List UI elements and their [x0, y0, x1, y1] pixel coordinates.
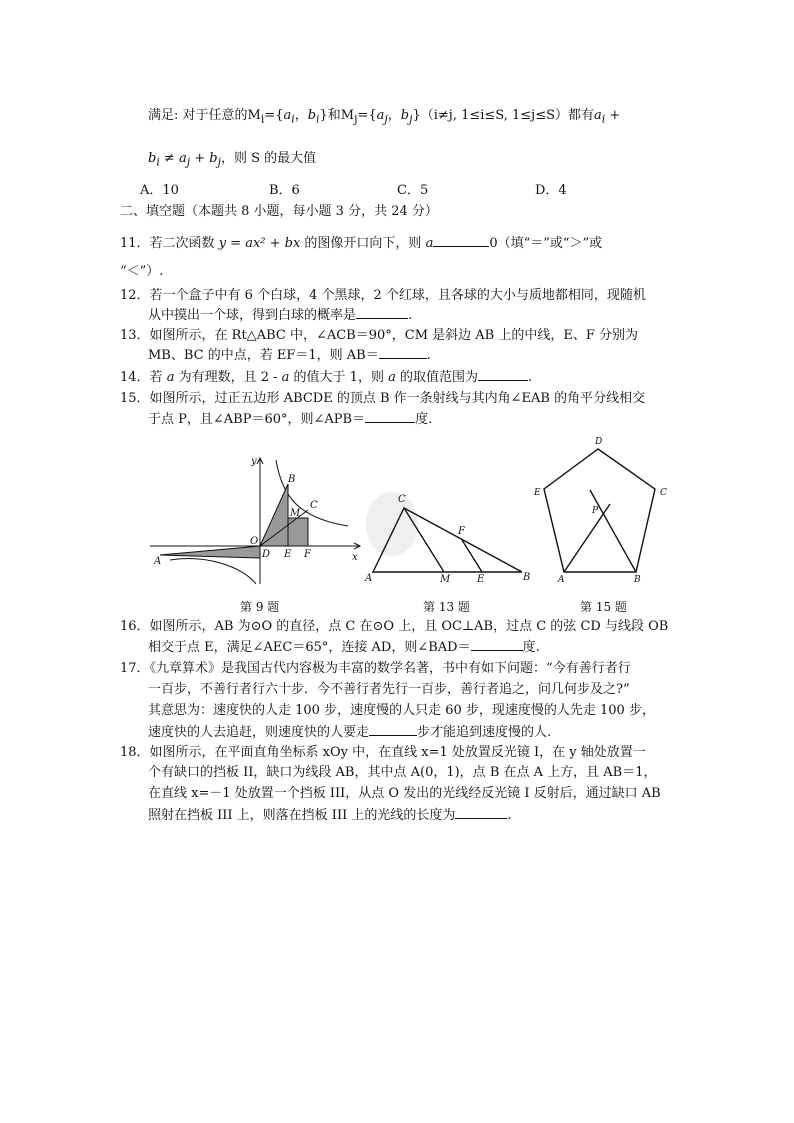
q10-sub: j — [354, 112, 358, 126]
q10-sub: i — [156, 155, 160, 169]
q12-line2 — [148, 306, 412, 325]
fig9-label-x: x — [352, 552, 358, 563]
q13-line1: 13．如图所示，在 Rt△ABC 中，∠ACB＝90°，CM 是斜边 AB 上的中线，E、F 分别为 — [120, 328, 639, 343]
q16-line1: 16．如图所示，AB 为⊙O 的直径，点 C 在⊙O 上，且 OC⊥AB，过点 C 的弦 CD 与线段 OB — [120, 619, 669, 634]
q15-line2 — [148, 410, 432, 429]
figure-13 — [362, 488, 534, 584]
q11-formula: y = ax² + bx — [218, 236, 301, 251]
q10-mj: M — [340, 108, 355, 123]
fig15-caption: 第 15 题 — [580, 600, 627, 614]
q10-text: ，则 S 的最大值 — [220, 151, 317, 166]
q11-line2: “＜”）. — [120, 264, 164, 279]
q18-answer-blank[interactable] — [455, 806, 507, 819]
q10-aj: a — [376, 108, 385, 123]
q18-text: . — [507, 808, 512, 823]
q14-var: a — [281, 370, 290, 385]
q10-mi-sub: i — [260, 112, 265, 126]
q15-text: 于点 P，且∠ABP＝60°，则∠APB＝ — [148, 412, 366, 427]
q10-sub: j — [217, 155, 221, 169]
fig15-label-c: C — [660, 488, 667, 498]
q18-line4 — [148, 806, 511, 825]
fig9-caption: 第 9 题 — [240, 600, 280, 614]
q18-line3: 在直线 x=－1 处放置一个挡板 III，从点 O 发出的光线经反光镜 I 反射后，通过缺口 AB — [148, 786, 661, 801]
q12-text: 从中摸出一个球，得到白球的概率是 — [148, 308, 357, 323]
q17-line3: 其意思为：速度快的人走 100 步，速度慢的人只走 60 步，现速度慢的人先走 100 步， — [148, 703, 655, 718]
q17-line2: 一百步，不善行者行六十步．今不善行者先行一百步，善行者追之，问几何步及之?” — [148, 682, 630, 697]
figure-15 — [530, 434, 680, 584]
q17-line4 — [148, 723, 551, 742]
q14-line — [120, 368, 532, 387]
q11-answer-blank[interactable] — [433, 234, 489, 247]
figure-9 — [148, 456, 364, 586]
q15-line1: 15．如图所示，过正五边形 ABCDE 的顶点 B 作一条射线与其内角∠EAB 的角平分线相交 — [120, 391, 646, 406]
q12-line1: 12．若一个盒子中有 6 个白球，4 个黑球，2 个红球，且各球的大小与质地都相同，现随机 — [120, 288, 646, 303]
q10-option-b: B．6 — [269, 183, 300, 198]
q13-text: . — [426, 348, 431, 363]
q11-text: 11．若二次函数 — [120, 236, 219, 251]
q14-answer-blank[interactable] — [478, 368, 528, 381]
fig15-label-a: A — [558, 575, 565, 584]
q14-text: . — [528, 370, 533, 385]
fig13-label-c: C — [398, 494, 406, 505]
q11-line1 — [120, 234, 602, 253]
q10-sub: i — [291, 112, 295, 126]
q10-mi: M — [247, 108, 261, 123]
q11-text: 的图像开口向下，则 — [300, 236, 426, 251]
q12-answer-blank[interactable] — [356, 306, 408, 319]
fig9-label-y: y — [251, 456, 257, 467]
q10-sub: j — [186, 155, 191, 169]
section-heading: 二、填空题（本题共 8 小题，每小题 3 分，共 24 分） — [120, 204, 438, 219]
q16-text: 度. — [522, 640, 540, 655]
q10-text: ={ — [357, 108, 377, 123]
q17-answer-blank[interactable] — [369, 723, 417, 736]
q14-text: 的取值范围为 — [395, 370, 478, 385]
q18-line1: 18．如图所示，在平面直角坐标系 xOy 中，在直线 x=1 处放置反光镜 I，在 y 轴处放置一 — [120, 745, 646, 760]
q10-text: ， — [387, 108, 401, 123]
q10-option-a: A．10 — [140, 183, 179, 198]
q14-text: 14．若 — [120, 370, 167, 385]
q16-text: 相交于点 E，满足∠AEC＝65°，连接 AD，则∠BAD＝ — [148, 640, 471, 655]
q10-condition-line1 — [148, 107, 620, 129]
fig13-label-e: E — [477, 574, 485, 584]
fig13-watermark — [366, 492, 418, 556]
q13-text: MB、BC 的中点，若 EF＝1，则 AB＝ — [148, 348, 379, 363]
q18-text: 照射在挡板 III 上，则落在挡板 III 上的光线的长度为 — [148, 808, 456, 823]
fig15-label-b: B — [634, 575, 641, 584]
fig15-pentagon — [544, 449, 655, 572]
q14-text: 为有理数，且 2 - — [174, 370, 282, 385]
q13-answer-blank[interactable] — [379, 346, 427, 359]
q10-bi: b — [307, 108, 317, 123]
fig9-curve-lower — [170, 559, 256, 584]
fig9-shaded-triangle-oa — [160, 546, 260, 558]
q17-line1: 17．《九章算术》是我国古代内容极为丰富的数学名著，书中有如下问题：“今有善行者行 — [120, 661, 631, 676]
fig9-label-b: B — [288, 474, 296, 485]
q10-text: 满足: 对于任意的 — [148, 108, 248, 123]
q15-answer-blank[interactable] — [365, 410, 415, 423]
fig13-label-m: M — [440, 574, 451, 584]
q11-text: 0（填“＝”或“＞”或 — [489, 236, 603, 251]
q10-ai: a — [283, 108, 292, 123]
fig9-label-d: D — [262, 549, 271, 560]
q10-text: + — [190, 151, 210, 166]
q10-b: b — [209, 151, 218, 166]
q10-sub: i — [316, 112, 320, 126]
q16-answer-blank[interactable] — [471, 638, 523, 651]
fig9-label-e: E — [284, 549, 292, 560]
q16-line2 — [148, 638, 540, 657]
fig9-label-m: M — [290, 508, 301, 519]
fig9-label-o: O — [250, 536, 259, 547]
fig15-label-p: P — [592, 506, 599, 516]
fig13-label-a: A — [365, 573, 373, 584]
q10-option-d: D．4 — [535, 183, 567, 198]
q10-text: ={ — [264, 108, 284, 123]
q14-text: 的值大于 1，则 — [289, 370, 389, 385]
fig15-ray-bp — [590, 490, 636, 572]
q17-text: 速度快的人去追赶，则速度快的人要走 — [148, 725, 370, 740]
q12-text: . — [408, 308, 413, 323]
fig13-label-f: F — [458, 526, 465, 537]
q10-sub: j — [409, 112, 413, 126]
q17-text: 步才能追到速度慢的人. — [417, 725, 552, 740]
q10-condition-line2 — [148, 150, 316, 172]
q10-text: ≠ — [159, 151, 179, 166]
q10-sub: j — [384, 112, 388, 126]
q10-option-c: C．5 — [397, 183, 429, 198]
q10-a: a — [594, 108, 602, 123]
q15-text: 度. — [415, 412, 433, 427]
q18-line2: 个有缺口的挡板 II，缺口为线段 AB，其中点 A(0，1)，点 B 在点 A 上方，且 AB＝1， — [148, 765, 657, 780]
fig15-label-d: D — [595, 437, 603, 447]
q14-var: a — [166, 370, 175, 385]
fig9-shaded-triangle-ob — [260, 484, 288, 546]
q10-sub: i — [601, 112, 606, 126]
fig13-label-b: B — [523, 572, 531, 583]
fig9-label-f: F — [304, 549, 311, 560]
fig9-label-c: C — [310, 500, 318, 511]
q10-text: }和 — [319, 108, 341, 123]
fig13-caption: 第 13 题 — [423, 600, 470, 614]
q10-text: }（i≠j, 1≤i≤S, 1≤j≤S）都有 — [412, 108, 594, 123]
fig15-label-e: E — [534, 488, 541, 498]
fig9-label-a: A — [154, 556, 162, 567]
q10-text: ， — [294, 108, 308, 123]
q10-bj: b — [400, 108, 410, 123]
q14-var: a — [388, 370, 396, 385]
q11-var: a — [425, 236, 434, 251]
q13-line2 — [148, 346, 431, 365]
q10-text: + — [605, 108, 621, 123]
q10-a: a — [178, 151, 187, 166]
q10-b: b — [148, 151, 157, 166]
